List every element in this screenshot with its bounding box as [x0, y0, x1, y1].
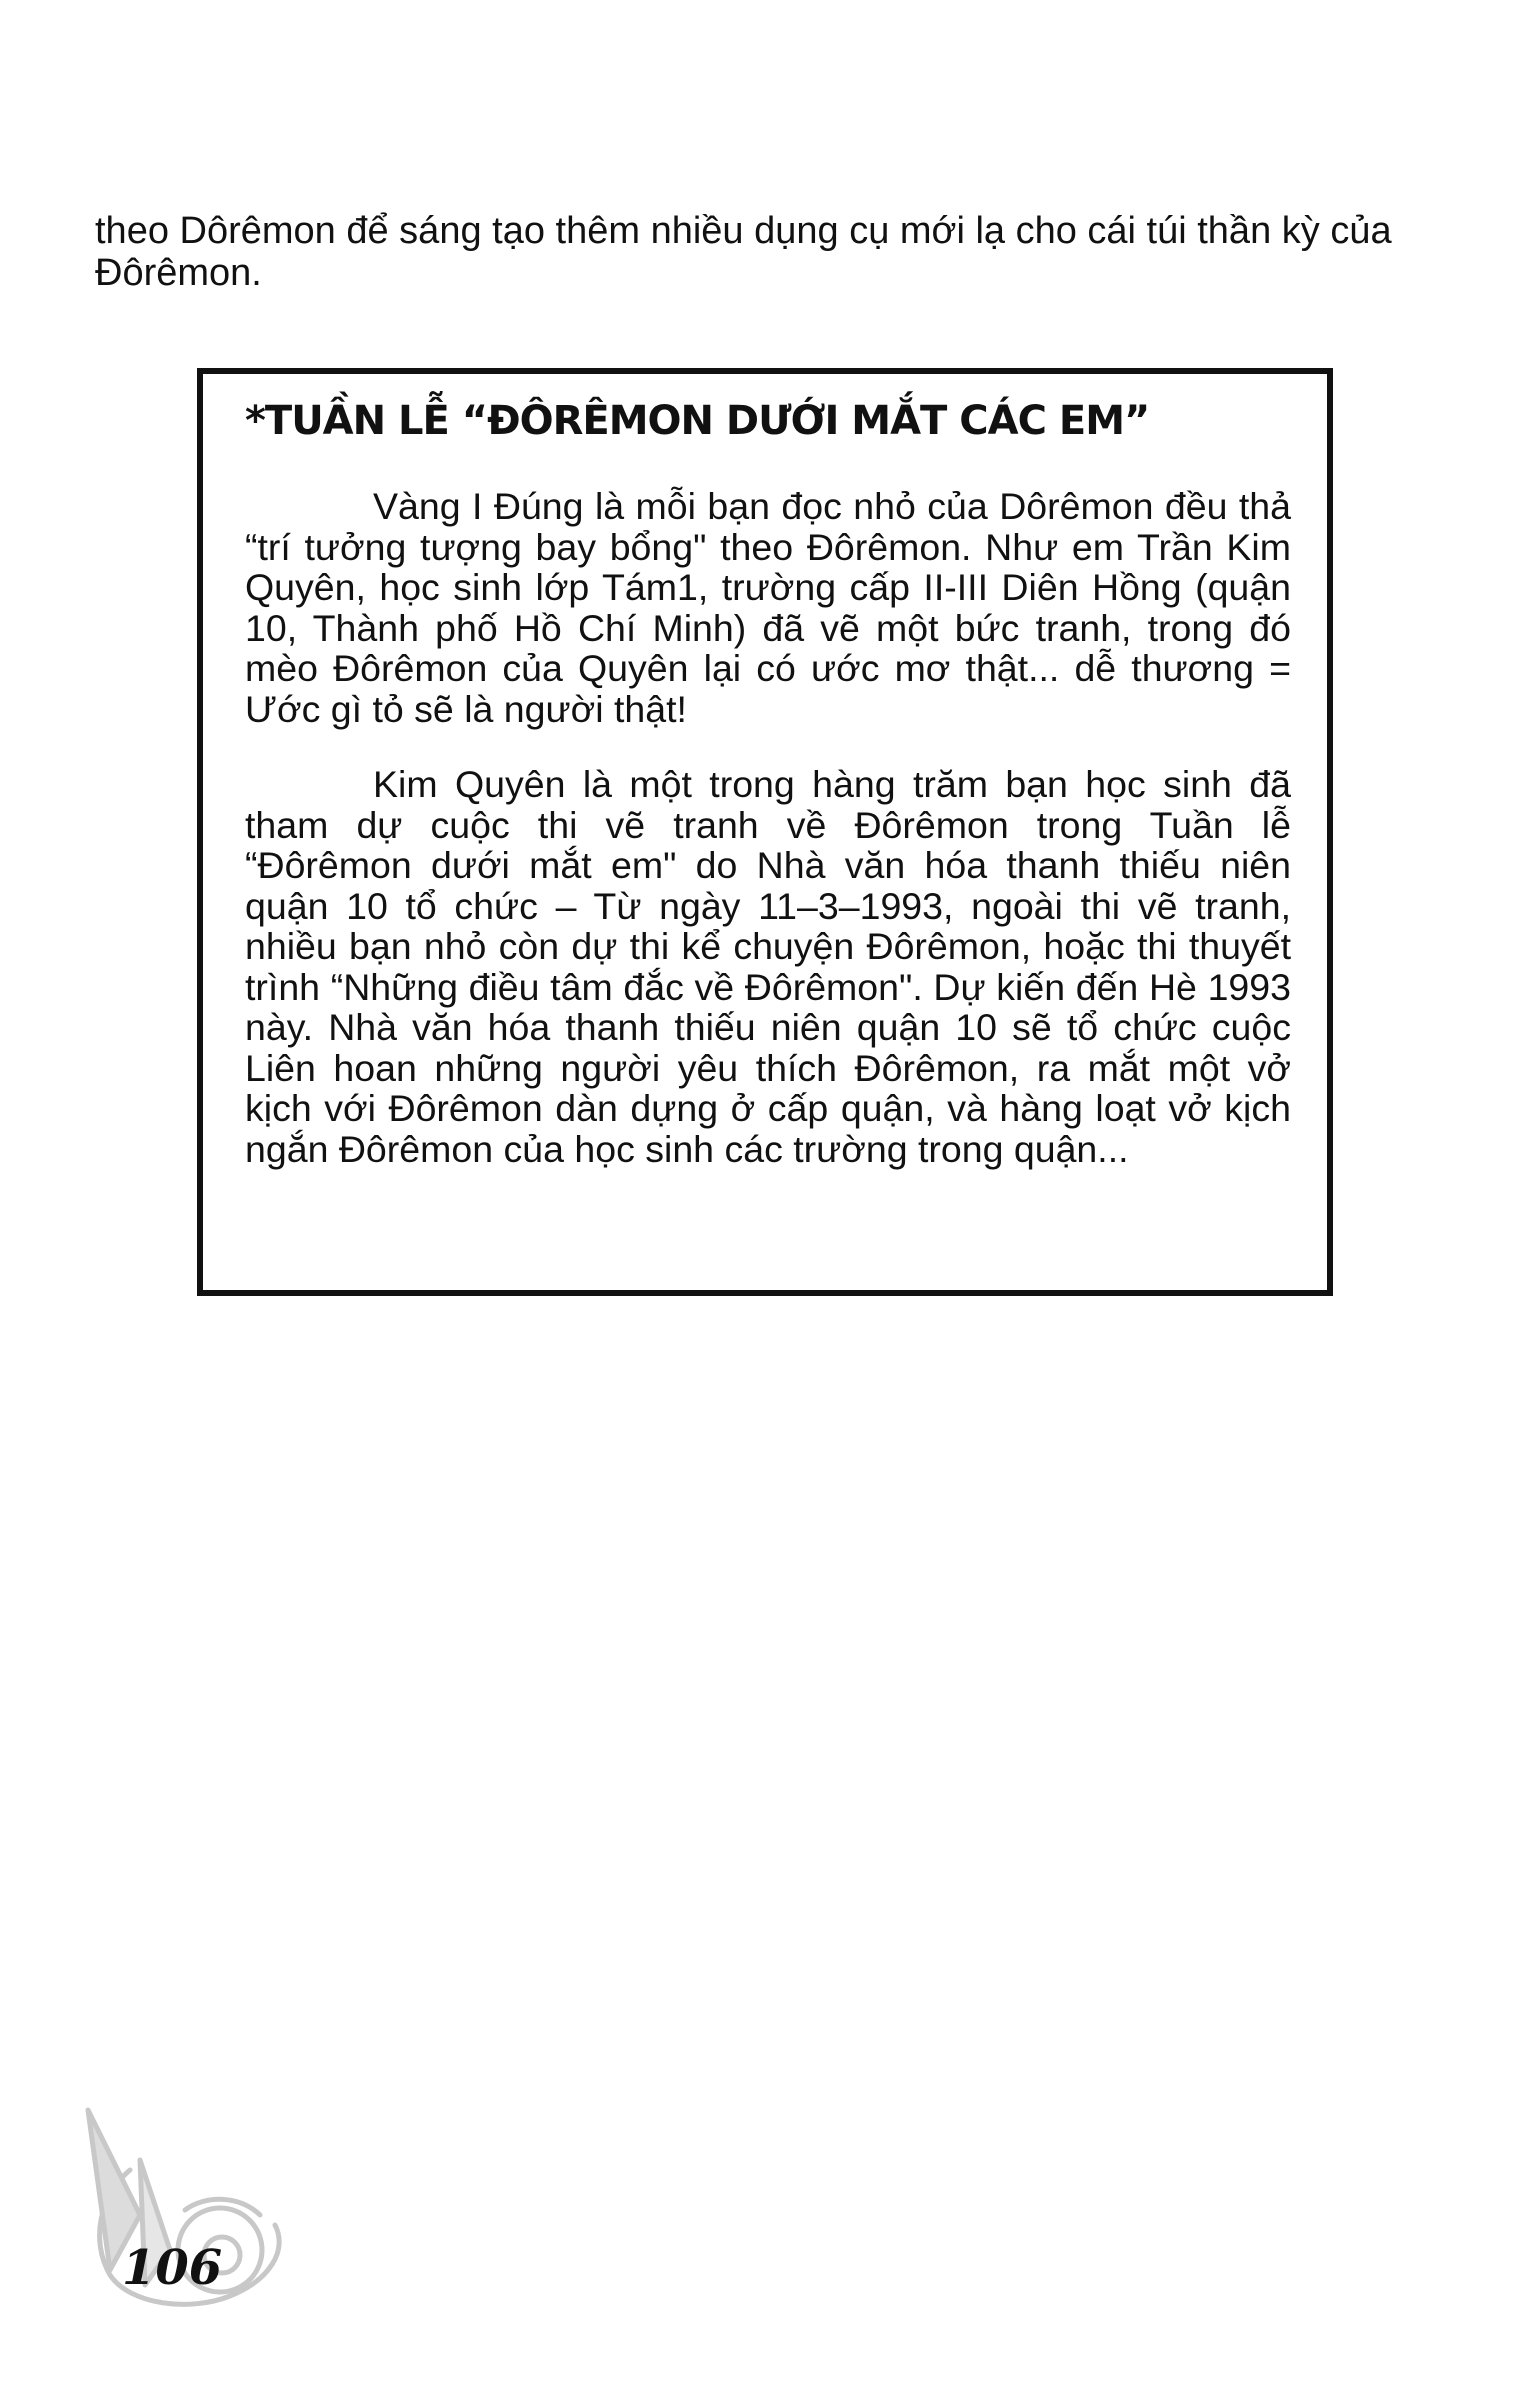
news-box — [197, 368, 1333, 1296]
box-paragraph-2: Kim Quyên là một trong hàng trăm bạn học sinh đã tham dự cuộc thi vẽ tranh về Đôrêmon trong Tuần lễ “Đôrêmon dưới mắt em" do Nhà văn hóa thanh thiếu niên quận 10 tổ chức – Từ ngày 11–3–1993, ngoài thi vẽ tranh, nhiều bạn nhỏ còn dự thi kể chuyện Đôrêmon, hoặc thi thuyết trình “Những điều tâm đắc về Đôrêmon". Dự kiến đến Hè 1993 này. Nhà văn hóa thanh thiếu niên quận 10 sẽ tổ chức cuộc Liên hoan những người yêu thích Đôrêmon, ra mắt một vở kịch với Đôrêmon dàn dựng ở cấp quận, và hàng loạt vở kịch ngắn Đôrêmon của học sinh các trường trong quận... — [245, 763, 1291, 1170]
box-paragraph-1: Vàng I Đúng là mỗi bạn đọc nhỏ của Dôrêmon đều thả “trí tưởng tượng bay bổng" theo Đôrêmon. Như em Trần Kim Quyên, học sinh lớp Tám1, trường cấp II-III Diên Hồng (quận 10, Thành phố Hồ Chí Minh) đã vẽ một bức tranh, trong đó mèo Đôrêmon của Quyên lại có ước mơ thật... dễ thương = Ước gì tỏ sẽ là người thật! — [245, 485, 1291, 730]
intro-text: theo Dôrêmon để sáng tạo thêm nhiều dụng cụ mới lạ cho cái túi thần kỳ của Đôrêmon. — [95, 210, 1392, 294]
page-number: 106 — [122, 2240, 223, 2296]
box-title: *TUẦN LỄ “ĐÔRÊMON DƯỚI MẮT CÁC EM” — [245, 398, 1150, 444]
